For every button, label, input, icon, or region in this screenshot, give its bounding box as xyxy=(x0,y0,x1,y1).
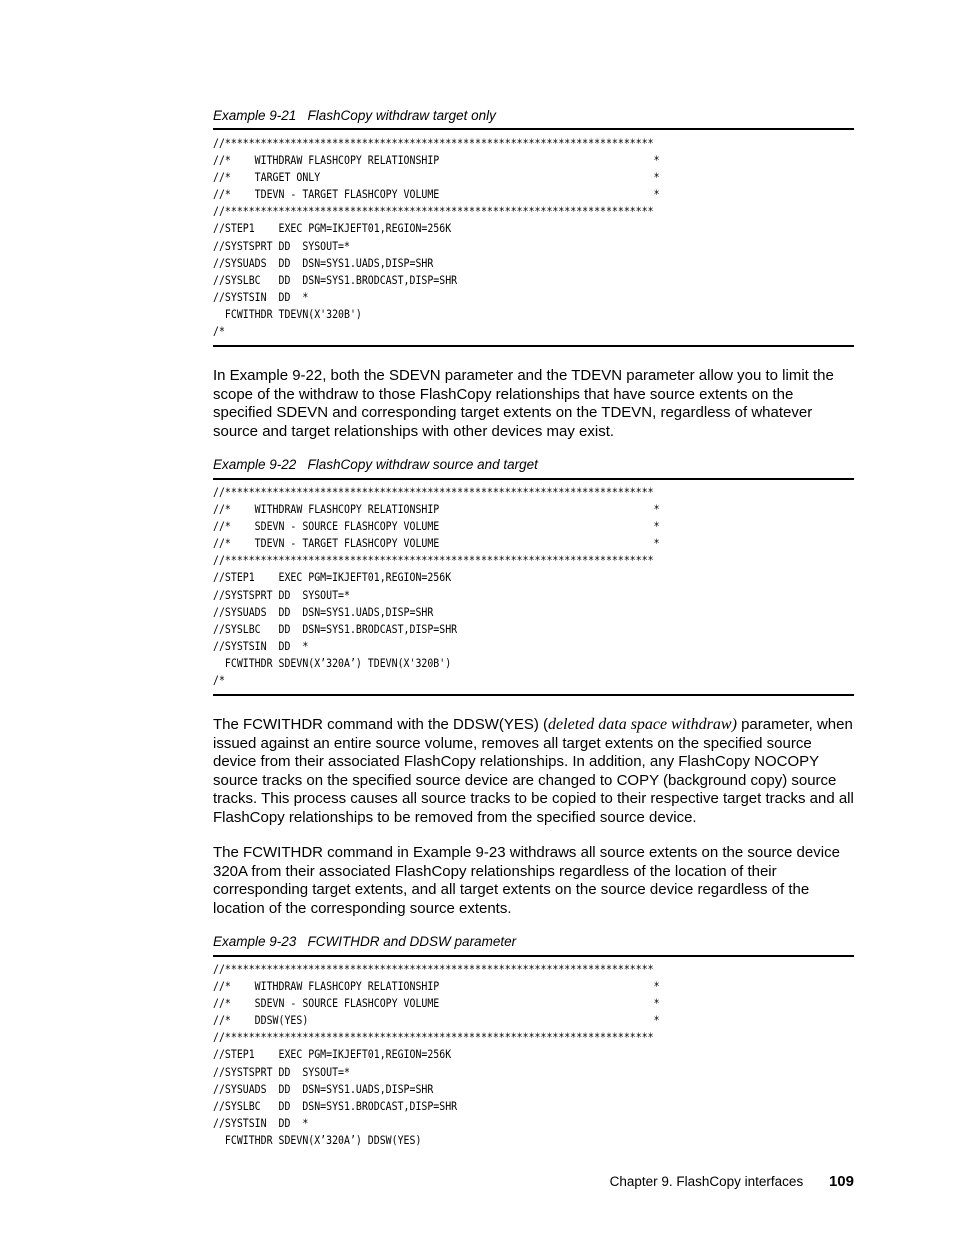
example-9-23-caption: Example 9-23 FCWITHDR and DDSW parameter xyxy=(213,934,517,949)
paragraph-ddsw-start: The FCWITHDR command with the DDSW(YES) ( xyxy=(213,716,549,733)
paragraph-ddsw-italic: deleted data space withdraw) xyxy=(548,716,737,733)
example-9-21-code: //************************************************************************ //* WITHDRAW FLASHCOPY RELATIONSHIP * //* TARGET ONLY * //* TDEVN - TARGET FLASHCOPY VOLUME * //************************************************************************ //STEP1 EXEC PGM=IKJEFT01,REGION=256K //SYSTSPRT DD SYSOUT=* //SYSUADS DD DSN=SYS1.UADS,DISP=SHR //SYSLBC DD DSN=SYS1.BRODCAST,DISP=SHR //SYSTSIN DD * FCWITHDR TDEVN(X'320B') /* xyxy=(213,136,660,339)
example-9-23-code: //************************************************************************ //* WITHDRAW FLASHCOPY RELATIONSHIP * //* SDEVN - SOURCE FLASHCOPY VOLUME * //* DDSW(YES) * //************************************************************************ //STEP1 EXEC PGM=IKJEFT01,REGION=256K //SYSTSPRT DD SYSOUT=* //SYSUADS DD DSN=SYS1.UADS,DISP=SHR //SYSLBC DD DSN=SYS1.BRODCAST,DISP=SHR //SYSTSIN DD * FCWITHDR SDEVN(X’320A’) DDSW(YES) xyxy=(213,962,660,1147)
paragraph-sdevn-tdevn: In Example 9-22, both the SDEVN parameter and the TDEVN parameter allow you to limit the scope of the withdraw to those FlashCopy relationships that have source extents on the specified SDEVN and corresponding target extents on the TDEVN, regardless of whatever source and target relationships with other devices may exist. xyxy=(213,367,834,440)
page-footer xyxy=(610,1173,854,1190)
code-block-bottom-rule xyxy=(213,694,854,696)
paragraph-ddsw-rest: parameter, when issued against an entire source volume, removes all target extents on the specified source device from their associated FlashCopy relationships. In addition, any FlashCopy NOCOPY source tracks on the specified source device are changed to COPY (background copy) source tracks. This process causes all source tracks to be copied to their respective target tracks and all FlashCopy relationships to be removed from the specified source device. xyxy=(213,716,854,826)
code-block-bottom-rule xyxy=(213,345,854,347)
paragraph-ddsw xyxy=(213,716,855,828)
example-9-21-caption: Example 9-21 FlashCopy withdraw target only xyxy=(213,108,496,123)
footer-page-number: 109 xyxy=(828,1173,854,1190)
example-9-22-caption: Example 9-22 FlashCopy withdraw source and target xyxy=(213,457,538,472)
code-block-top-rule xyxy=(213,955,854,957)
code-block-top-rule xyxy=(213,128,854,130)
example-9-22-code: //************************************************************************ //* WITHDRAW FLASHCOPY RELATIONSHIP * //* SDEVN - SOURCE FLASHCOPY VOLUME * //* TDEVN - TARGET FLASHCOPY VOLUME * //************************************************************************ //STEP1 EXEC PGM=IKJEFT01,REGION=256K //SYSTSPRT DD SYSOUT=* //SYSUADS DD DSN=SYS1.UADS,DISP=SHR //SYSLBC DD DSN=SYS1.BRODCAST,DISP=SHR //SYSTSIN DD * FCWITHDR SDEVN(X’320A’) TDEVN(X'320B') /* xyxy=(213,485,660,688)
footer-chapter-title: Chapter 9. FlashCopy interfaces xyxy=(609,1174,804,1189)
code-block-top-rule xyxy=(213,478,854,480)
paragraph-example-9-23: The FCWITHDR command in Example 9-23 withdraws all source extents on the source device 320A from their associated FlashCopy relationships regardless of the location of their corresponding target extents, and all target extents on the source device regardless of the location of the corresponding source extents. xyxy=(213,844,840,917)
